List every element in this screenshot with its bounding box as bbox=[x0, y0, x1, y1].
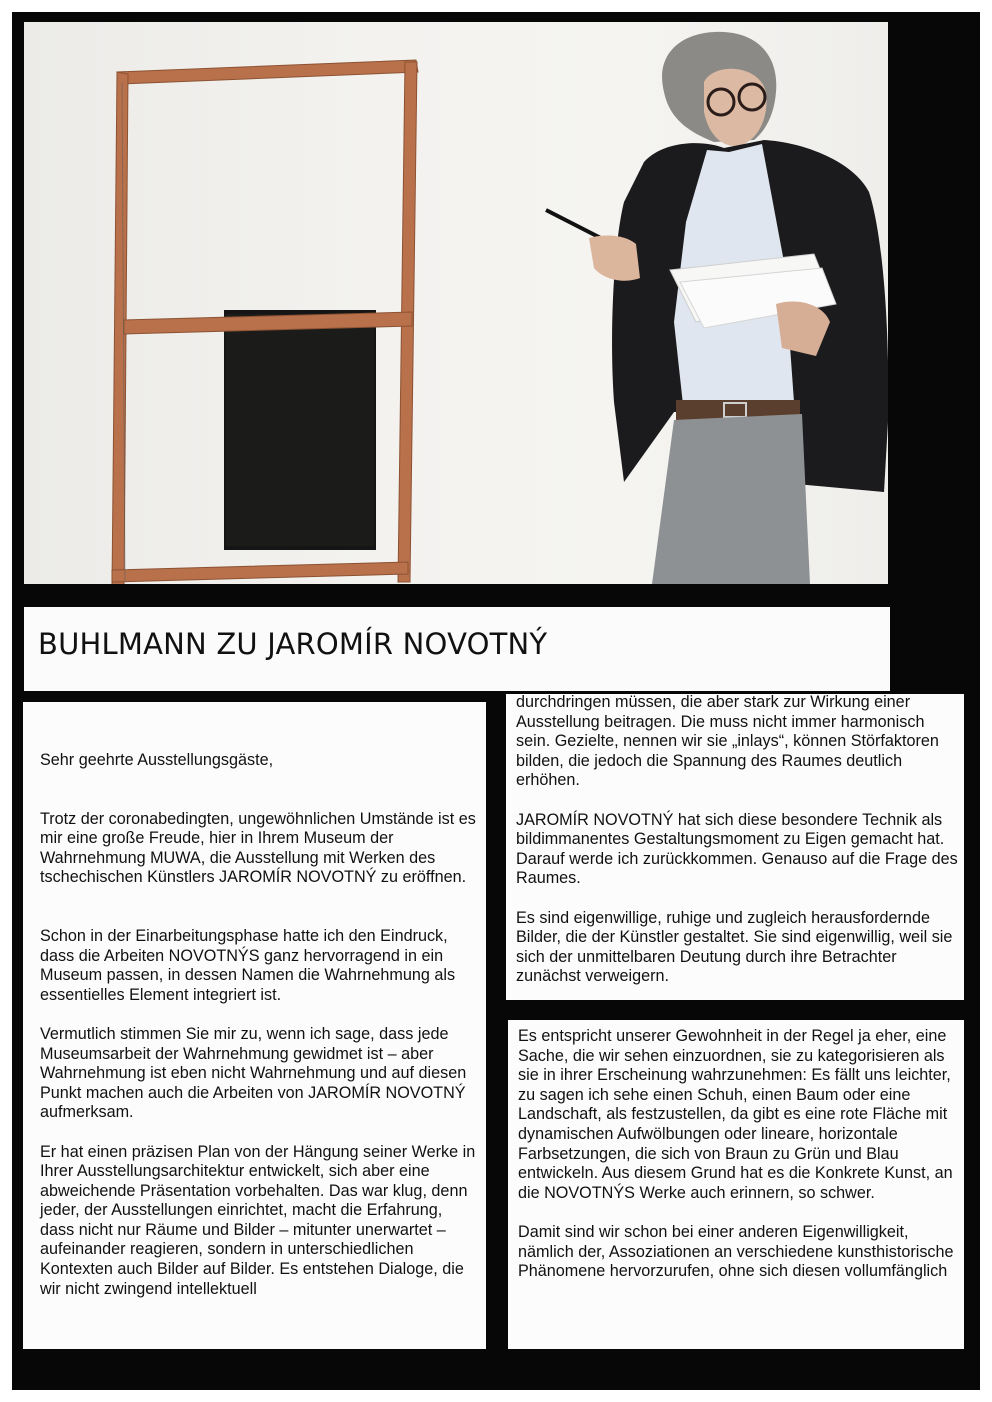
text-column-right-top bbox=[506, 694, 964, 1000]
paragraph: Es entspricht unserer Gewohnheit in der Regel ja eher, eine Sache, die wir sehen einzuordnen, sie zu kategorisieren als sie in ihrer Erscheinung wahrzunehmen: Es fällt uns leichter, zu sagen ich sehe einen Schuh, einen Baum oder eine Landschaft, als festzustellen, da gibt es eine rote Fläche mit dynamischen Aufwölbungen oder lineare, horizontale Farbsetzungen, die sich von Braun zu Grün und Blau entwickeln. Aus diesem Grund hat es die Konkrete Kunst, an die NOVOTNÝS Werke auch erinnern, so schwer. bbox=[518, 1027, 953, 1202]
paragraph: Er hat einen präzisen Plan von der Hängung seiner Werke in Ihrer Ausstellungsarchitektur entwickelt, sich aber eine abweichende Präsentation vorbehalten. Das war klug, denn jeder, der Ausstellungen einrichtet, macht die Erfahrung, dass nicht nur Räume und Bilder – mitunter unerwartet – aufeinander reagieren, sondern in unterschiedlichen Kontexten auch Bilder auf Bilder. Es entstehen Dialoge, die wir nicht zwingend intellektuell bbox=[40, 1142, 476, 1298]
paragraph: Damit sind wir schon bei einer anderen Eigenwilligkeit, nämlich der, Assoziationen an verschiedene kunsthistorische Phänomene hervorzurufen, ohne sich diesen vollumfänglich bbox=[518, 1222, 954, 1281]
paragraph: Es sind eigenwillige, ruhige und zugleich herausfordernde Bilder, die der Künstler gestaltet. Sie sind eigenwillig, weil sie sich der unmittelbaren Deutung durch ihre Betrachter zunächst verweigern. bbox=[516, 908, 953, 986]
photo-watermark: · bbox=[758, 569, 760, 576]
text-column-right-bottom bbox=[508, 1020, 964, 1349]
headline-strip bbox=[24, 607, 890, 691]
headline: BUHLMANN ZU JAROMÍR NOVOTNÝ bbox=[38, 627, 548, 661]
exhibition-photo-icon bbox=[24, 22, 888, 584]
paragraph: durchdringen müssen, die aber stark zur Wirkung einer Ausstellung beitragen. Die muss nicht immer harmonisch sein. Gezielte, nennen wir sie „inlays“, können Störfaktoren bilden, die jedoch die Spannung des Raumes deutlich erhöhen. bbox=[516, 694, 939, 790]
text-column-left bbox=[23, 702, 486, 1349]
paragraph: Trotz der coronabedingten, ungewöhnlichen Umstände ist es mir eine große Freude, hier in Ihrem Museum der Wahrnehmung MUWA, die Ausstellung mit Werken des tschechischen Künstlers JAROMÍR NOVOTNÝ zu eröffnen. bbox=[40, 809, 476, 887]
salutation: Sehr geehrte Ausstellungsgäste, bbox=[40, 751, 274, 769]
paragraph: JAROMÍR NOVOTNÝ hat sich diese besondere Technik als bildimmanentes Gestaltungsmoment zu Eigen gemacht hat. Darauf werde ich zurückkommen. Genauso auf die Frage des Raumes. bbox=[516, 810, 958, 888]
paragraph: Vermutlich stimmen Sie mir zu, wenn ich sage, dass jede Museumsarbeit der Wahrnehmung gewidmet ist – aber Wahrnehmung ist eben nicht Wahrnehmung und auf diesen Punkt machen auch die Arbeiten von JAROMÍR NOVOTNÝ aufmerksam. bbox=[40, 1024, 467, 1122]
paragraph: Schon in der Einarbeitungsphase hatte ich den Eindruck, dass die Arbeiten NOVOTNÝS ganz hervorragend in ein Museum passen, in dessen Namen die Wahrnehmung als essentielles Element integriert ist. bbox=[40, 926, 456, 1004]
speaker-figure bbox=[546, 32, 888, 584]
exhibition-photo bbox=[24, 22, 888, 584]
